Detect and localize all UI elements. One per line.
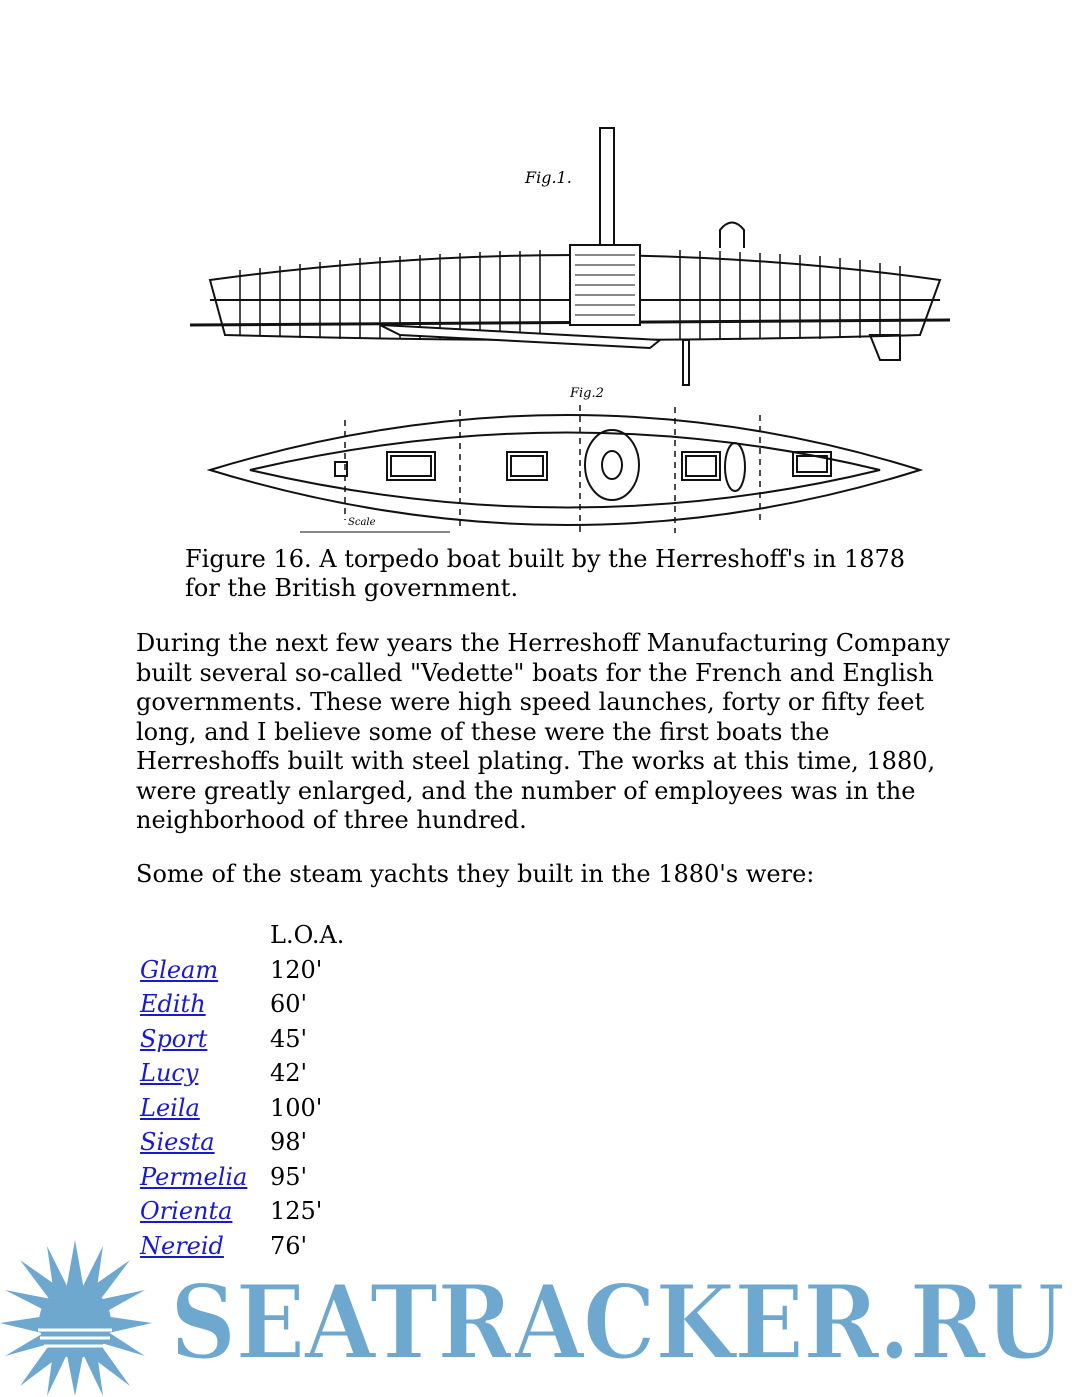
table-row (136, 1125, 348, 1160)
yacht-link[interactable]: Nereid (140, 1231, 224, 1260)
table-row (136, 1022, 348, 1057)
fig2-label: Fig.2 (570, 386, 604, 401)
torpedo-boat-figure (180, 120, 960, 550)
yacht-link[interactable]: Siesta (140, 1128, 215, 1157)
yacht-loa: 76' (270, 1231, 308, 1260)
yacht-link[interactable]: Permelia (140, 1162, 248, 1191)
table-row (136, 953, 348, 988)
body-paragraph-2: Some of the steam yachts they built in the 1880's were: (136, 860, 815, 888)
yacht-table (136, 918, 348, 1263)
yacht-loa: 60' (270, 990, 308, 1019)
yacht-link[interactable]: Edith (140, 990, 206, 1019)
yacht-loa: 45' (270, 1024, 308, 1053)
fig1-label: Fig.1. (525, 168, 572, 187)
table-header-row (136, 918, 348, 953)
body-paragraph-1: During the next few years the Herreshoff Manufacturing Company built several so-called "Vedette" boats for the French and English governments. These were high speed launches, forty or fifty feet long, and I believe some of these were the first boats the Herreshoffs built with steel plating. The works at this time, 1880, were greatly enlarged, and the number of employees was in the neighborhood of three hundred. (136, 629, 950, 834)
yacht-link[interactable]: Lucy (140, 1059, 199, 1088)
yacht-loa: 42' (270, 1059, 308, 1088)
yacht-loa: 95' (270, 1162, 308, 1191)
table-row (136, 1160, 348, 1195)
table-row (136, 1194, 348, 1229)
watermark-text: SEATRACKER.RU (170, 1263, 1065, 1383)
yacht-loa: 125' (270, 1197, 323, 1226)
figure-caption: Figure 16. A torpedo boat built by the Herreshoff's in 1878 for the British government. (185, 545, 906, 602)
scale-label: Scale (348, 517, 376, 528)
yacht-loa: 120' (270, 955, 323, 984)
yacht-link[interactable]: Sport (140, 1024, 208, 1053)
yacht-loa: 98' (270, 1128, 308, 1157)
table-row (136, 1056, 348, 1091)
yacht-loa: 100' (270, 1093, 323, 1122)
yacht-link[interactable]: Orienta (140, 1197, 233, 1226)
table-row (136, 987, 348, 1022)
table-row (136, 1091, 348, 1126)
yacht-link[interactable]: Gleam (140, 955, 219, 984)
header-name (136, 918, 266, 953)
yacht-link[interactable]: Leila (140, 1093, 200, 1122)
header-loa: L.O.A. (270, 921, 345, 950)
